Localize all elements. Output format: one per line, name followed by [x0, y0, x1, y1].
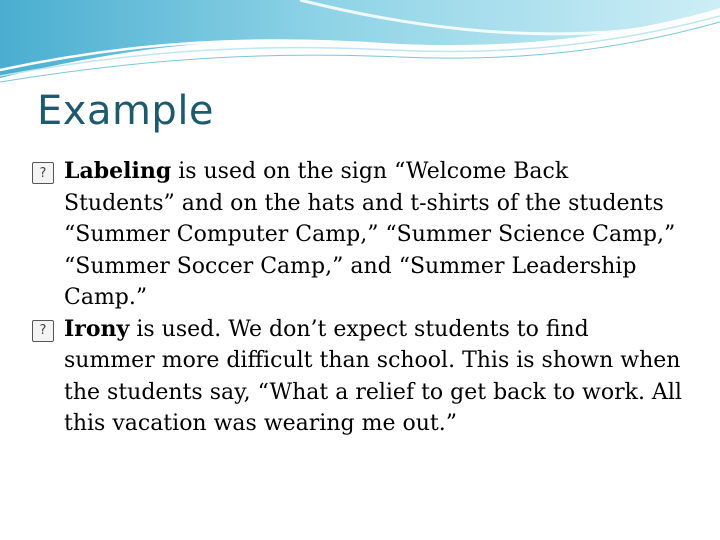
- missing-glyph-bullet-icon: ?: [32, 320, 54, 342]
- header-wave-decoration: [0, 0, 720, 90]
- bullet-keyword: Irony: [64, 315, 130, 342]
- bullet-text: is used on the sign “Welcome Back Students” and on the hats and t-shirts of the students “Summer Computer Camp,” “Summer Science Camp,” “Summer Soccer Camp,” and “Summer Leadership Camp.”: [64, 159, 676, 310]
- bullet-keyword: Labeling: [64, 158, 172, 184]
- missing-glyph-bullet-icon: ?: [32, 162, 54, 184]
- bullet-labeling: [32, 156, 682, 314]
- slide-body: [32, 156, 682, 440]
- bullet-text: is used. We don’t expect students to find summer more difficult than school. This is shown when the students say, “What a relief to get back to work. All this vacation was wearing me out.”: [64, 316, 682, 436]
- bullet-irony: [32, 314, 682, 440]
- slide-title: Example: [37, 88, 215, 134]
